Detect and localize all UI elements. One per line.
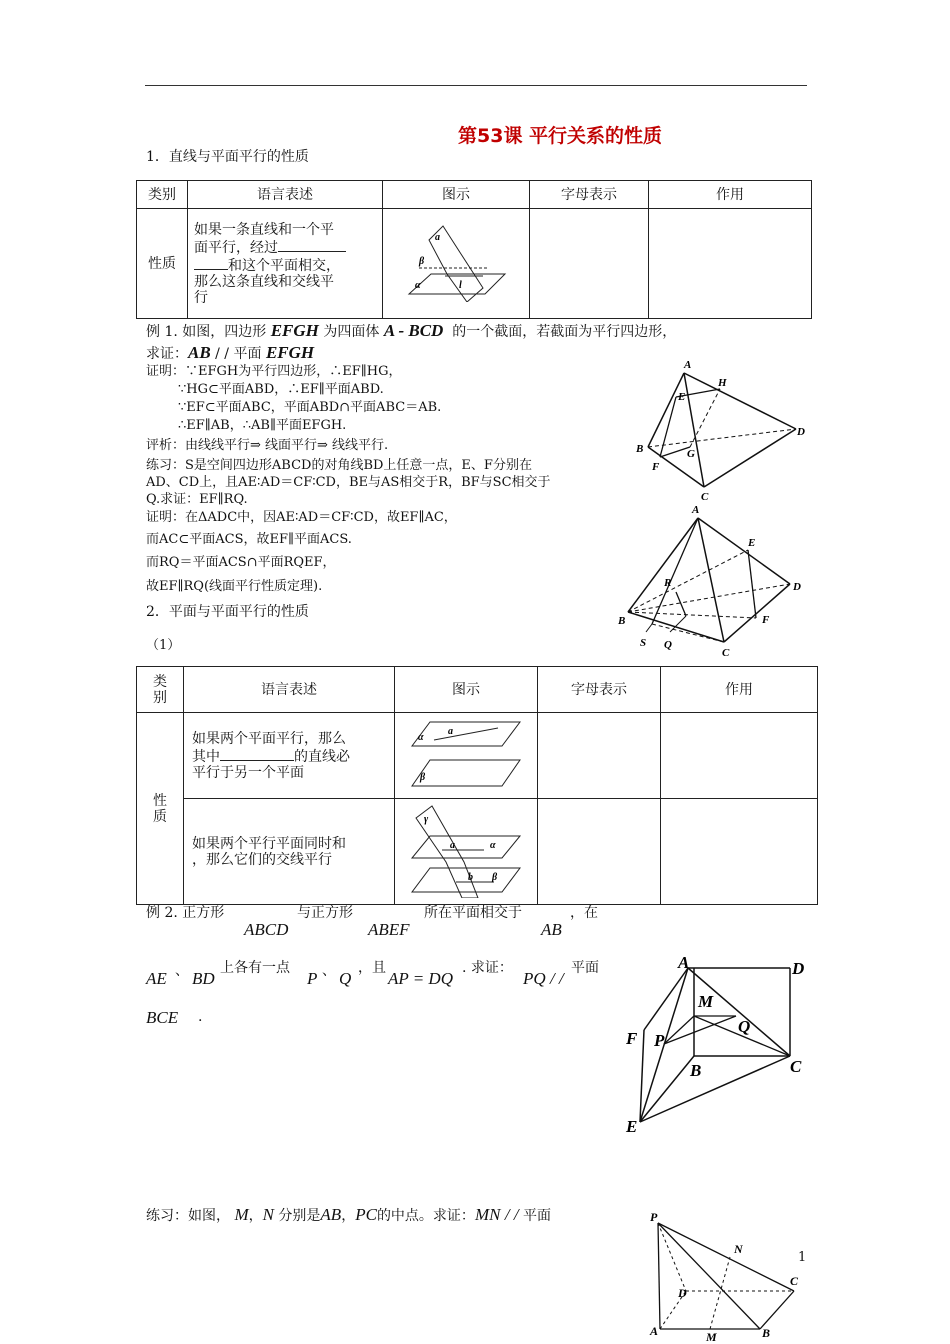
fig-label: F (762, 614, 770, 626)
statement-cell-1 (184, 713, 395, 799)
symbol-ap-dq: AP = DQ (388, 969, 453, 988)
fig-label: C (701, 491, 709, 503)
practice-proof-line: 而AC⊂平面ACS，故EF∥平面ACS. (146, 532, 352, 547)
fig-label: D (793, 581, 801, 593)
symbol-pq: PQ (523, 969, 546, 988)
th-category: 类别 (137, 181, 188, 209)
blank-line (278, 238, 346, 252)
figure-cell-1 (395, 713, 538, 799)
fig-label: α (418, 731, 424, 743)
example2-text: . 求证： (462, 960, 513, 976)
parallel-planes-figure (406, 716, 526, 792)
th-statement: 语言表述 (184, 667, 395, 713)
symbol-abef: ABEF (368, 920, 410, 939)
row-label-property: 性质 (137, 209, 188, 319)
symbol-q: Q (339, 969, 352, 988)
usage-cell-2 (661, 799, 818, 905)
fig-label: Q (738, 1017, 751, 1036)
proof-line: 证明：∵EFGH为平行四边形，∴EF∥HG， (146, 364, 402, 379)
fig-label: D (678, 1286, 687, 1300)
row-label-property: 性 质 (137, 713, 184, 905)
th-category: 类 别 (137, 667, 184, 713)
fig-label: D (792, 959, 805, 978)
fig-label: F (626, 1029, 638, 1048)
header-rule (145, 85, 807, 86)
example1-line1: 例 1. 如图，四边形 EFGH 为四面体 A - BCD 的一个截面，若截面为平行四边形， (146, 321, 677, 340)
symbol-ae: AE (146, 969, 167, 988)
example2-intro: 例 2. 正方形 (146, 905, 225, 921)
statement-line5: 行 (194, 289, 208, 306)
th-usage: 作用 (661, 667, 818, 713)
pyramid-figure (640, 1205, 810, 1344)
table-line-plane-parallel (136, 180, 812, 319)
th-usage: 作用 (649, 181, 812, 209)
fig-label: β (419, 255, 425, 267)
proof-line: ∴EF∥AB，∴AB∥平面EFGH. (178, 418, 347, 433)
fig-label: a (435, 231, 440, 243)
practice-line: 练习：S是空间四边形ABCD的对角线BD上任意一点，E、F分别在 (146, 458, 532, 473)
statement-cell-2 (184, 799, 395, 905)
symbol-bce: BCE (146, 1008, 179, 1027)
fig-label: A (684, 359, 692, 371)
three-planes-figure (406, 802, 526, 898)
example2-text: ，且 (358, 960, 386, 976)
comment-line: 评析：由线线平行⇒ 线面平行⇒ 线线平行. (146, 438, 389, 453)
example1-line2: 求证：AB / / 平面 EFGH (146, 343, 315, 362)
blank-line (220, 747, 294, 761)
symbol-p: P (307, 969, 318, 988)
fig-label: B (762, 1326, 771, 1340)
fig-label: R (664, 577, 672, 589)
fig-label: b (468, 871, 473, 883)
fig-label: M (706, 1330, 717, 1344)
fig-label: B (636, 443, 644, 455)
fig-label: N (734, 1242, 743, 1256)
table-plane-plane-parallel (136, 666, 818, 905)
symbol-abcd: ABCD (244, 920, 289, 939)
fig-label: β (492, 871, 498, 883)
fig-label: H (718, 377, 727, 389)
fig-label: E (678, 391, 686, 403)
fig-label: a (448, 725, 453, 737)
parallel-sign: / / (550, 969, 564, 988)
symbol-bd: BD (192, 969, 215, 988)
example2-text: 与正方形 (297, 905, 353, 921)
fig-label: B (690, 1061, 702, 1080)
fig-label: α (490, 839, 496, 851)
usage-cell-1 (661, 713, 818, 799)
figure-cell (383, 209, 530, 319)
th-figure: 图示 (395, 667, 538, 713)
symbol-cell-2 (538, 799, 661, 905)
fig-label: Q (664, 639, 672, 651)
period: . (198, 1009, 203, 1025)
fig-label: A (692, 504, 700, 516)
page-number: 1 (798, 1250, 807, 1265)
th-symbol: 字母表示 (538, 667, 661, 713)
section2-sub: （1） (146, 638, 181, 653)
th-symbol: 字母表示 (530, 181, 649, 209)
practice2-line: 练习：如图， M，N 分别是AB，PC的中点。求证：MN / / 平面 (146, 1205, 552, 1224)
statement-line: ，那么它们的交线平行 (192, 851, 332, 868)
fig-label: C (722, 647, 730, 659)
two-squares-figure (620, 950, 820, 1140)
fig-label: α (415, 279, 421, 291)
tetrahedron-figure-2 (612, 500, 812, 660)
statement-line: 如果两个平面平行，那么 (192, 730, 346, 747)
example2-text: 所在平面相交于 (424, 905, 522, 921)
fig-label: C (790, 1274, 799, 1288)
proof-line: ∵EF⊂平面ABC，平面ABD∩平面ABC＝AB. (178, 400, 442, 415)
proof-line: ∵HG⊂平面ABD，∴EF∥平面ABD. (178, 382, 384, 397)
fig-label: B (618, 615, 626, 627)
fig-label: P (650, 1210, 658, 1224)
fig-label: l (459, 279, 462, 291)
figure-cell-2 (395, 799, 538, 905)
fig-label: S (640, 637, 647, 649)
practice-proof-line: 故EF∥RQ(线面平行性质定理). (146, 579, 323, 594)
practice-line: AD、CD上，且AE∶AD＝CF∶CD，BE与AS相交于R，BF与SC相交于 (146, 475, 551, 490)
separator: 、 (322, 963, 336, 979)
fig-label: β (420, 771, 426, 783)
fig-label: E (626, 1117, 638, 1136)
fig-label: D (797, 426, 805, 438)
fig-label: A (650, 1324, 659, 1338)
fig-label: G (687, 448, 695, 460)
practice-line: Q.求证：EF∥RQ. (146, 492, 248, 507)
practice-proof-line: 而RQ＝平面ACS∩平面RQEF， (146, 555, 336, 570)
statement-line: 如果两个平行平面同时和 (192, 835, 346, 852)
th-statement: 语言表述 (188, 181, 383, 209)
separator: 、 (175, 963, 189, 979)
usage-cell (649, 209, 812, 319)
fig-label: a (450, 839, 455, 851)
statement-cell (188, 209, 383, 319)
statement-line: 平行于另一个平面 (192, 764, 304, 781)
statement-line3: 和这个平面相交， (194, 256, 376, 274)
statement-line: 其中 的直线必 (192, 748, 350, 765)
practice-proof-line: 证明：在ΔADC中，因AE∶AD＝CF∶CD，故EF∥AC， (146, 510, 457, 525)
example2-text: 平面 (571, 960, 599, 976)
blank-line (194, 256, 228, 270)
statement-line4: 那么这条直线和交线平 (194, 273, 334, 290)
statement-line2: 面平行，经过 (194, 238, 376, 256)
fig-label: E (748, 537, 756, 549)
symbol-cell-1 (538, 713, 661, 799)
symbol-ab: AB (541, 920, 562, 939)
fig-label: C (790, 1057, 802, 1076)
fig-label: A (678, 953, 690, 972)
example2-text: ，在 (570, 905, 598, 921)
example2-text: 上各有一点 (220, 960, 290, 976)
th-figure: 图示 (383, 181, 530, 209)
line-plane-figure (401, 222, 511, 302)
section2-heading: 2．平面与平面平行的性质 (146, 604, 309, 620)
page-title: 第53课 平行关系的性质 (458, 125, 663, 147)
fig-label: P (654, 1031, 665, 1050)
tetrahedron-figure-1 (630, 355, 810, 505)
fig-label: F (652, 461, 660, 473)
fig-label: γ (424, 813, 429, 825)
statement-line1: 如果一条直线和一个平 (194, 221, 334, 238)
symbol-cell (530, 209, 649, 319)
fig-label: M (698, 992, 714, 1011)
section1-heading: 1．直线与平面平行的性质 (146, 149, 309, 165)
